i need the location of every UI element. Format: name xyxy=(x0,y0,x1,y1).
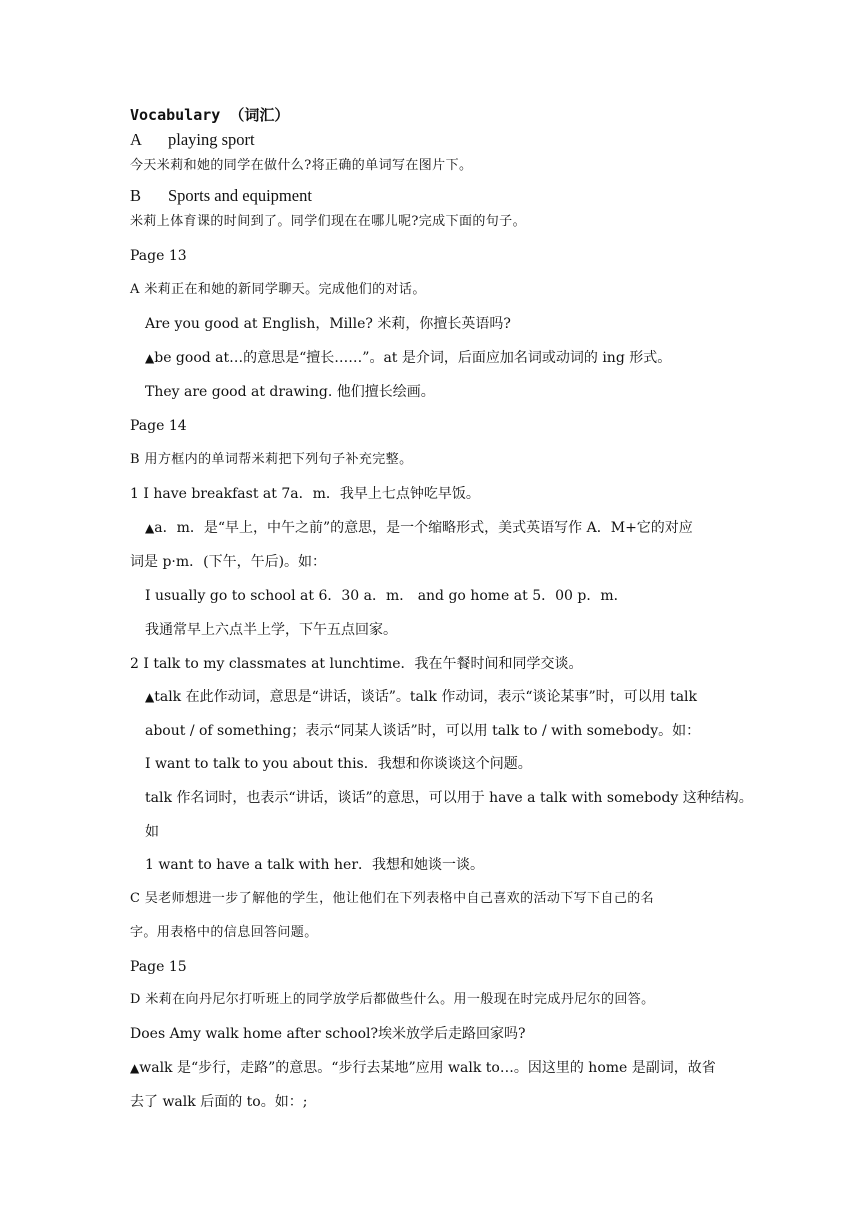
page-14-note-2c: talk 作名词时，也表示“讲话，谈话”的意思，可以用于 have a talk with somebody 这种结构。 xyxy=(145,790,753,806)
section-b-instruction: 米莉上体育课的时间到了。同学们现在在哪儿呢?完成下面的句子。 xyxy=(130,214,526,229)
page-14-note-2a xyxy=(145,688,697,706)
page-15-question: Does Amy walk home after school?埃米放学后走路回家吗? xyxy=(130,1026,526,1042)
triangle-bullet-icon: ▲ xyxy=(145,351,155,365)
page-14-item-1: 1 I have breakfast at 7a．m．我早上七点钟吃早饭。 xyxy=(130,486,480,502)
triangle-bullet-icon: ▲ xyxy=(145,521,155,535)
page-14-item-2: 2 I talk to my classmates at lunchtime．我在午餐时间和同学交谈。 xyxy=(130,656,583,672)
note-text: walk 是“步行，走路”的意思。“步行去某地”应用 walk to…。因这里的 home 是副词，故省 xyxy=(139,1060,716,1076)
note-text: talk 在此作动词，意思是“讲话，谈话”。talk 作动词，表示“谈论某事”时，可以用 talk xyxy=(154,689,698,705)
page-14-heading: Page 14 xyxy=(130,418,187,434)
note-text: be good at…的意思是“擅长……”。at 是介词，后面应加名词或动词的 ing 形式。 xyxy=(154,350,672,366)
page-14-example-2: I want to talk to you about this．我想和你谈谈这个问题。 xyxy=(145,756,532,772)
vocabulary-heading: Vocabulary （词汇） xyxy=(130,106,290,124)
page-14-exercise-c-line-1: C 吴老师想进一步了解他的学生，他让他们在下列表格中自己喜欢的活动下写下自己的名 xyxy=(130,891,655,906)
page-14-exercise-b: B 用方框内的单词帮米莉把下列句子补充完整。 xyxy=(130,452,413,467)
section-b-label: B xyxy=(130,186,142,205)
page-15-heading: Page 15 xyxy=(130,959,187,975)
section-a-heading xyxy=(130,131,255,149)
section-a-instruction: 今天米莉和她的同学在做什么?将正确的单词写在图片下。 xyxy=(130,158,473,173)
page-14-example-1-translation: 我通常早上六点半上学，下午五点回家。 xyxy=(145,622,397,638)
section-b-title: Sports and equipment xyxy=(168,186,312,205)
page-14-note-2b: about / of something；表示“同某人谈话”时，可以用 talk to / with somebody。如： xyxy=(145,723,701,739)
page-14-example-1: I usually go to school at 6．30 a．m． and go home at 5．00 p．m． xyxy=(145,588,628,604)
page-14-note-1b: 词是 p·m．(下午，午后)。如： xyxy=(130,554,327,570)
page-15-note-1 xyxy=(130,1059,716,1077)
page-13-example-2: They are good at drawing. 他们擅长绘画。 xyxy=(145,384,435,400)
section-a-title: playing sport xyxy=(168,130,255,149)
page-13-example-1: Are you good at English，Mille? 米莉，你擅长英语吗? xyxy=(145,316,511,332)
triangle-bullet-icon: ▲ xyxy=(130,1061,140,1075)
page-13-note xyxy=(145,349,671,367)
note-text: a．m．是“早上，中午之前”的意思，是一个缩略形式，美式英语写作 A．M+它的对应 xyxy=(154,520,693,536)
page-14-note-1a xyxy=(145,519,693,537)
triangle-bullet-icon: ▲ xyxy=(145,690,155,704)
section-a-label: A xyxy=(130,130,142,149)
page-14-example-3: 1 want to have a talk with her．我想和她谈一谈。 xyxy=(145,857,485,873)
page-15-note-2: 去了 walk 后面的 to。如：; xyxy=(130,1094,308,1110)
page-13-heading: Page 13 xyxy=(130,248,187,264)
page-15-exercise-d: D 米莉在向丹尼尔打听班上的同学放学后都做些什么。用一般现在时完成丹尼尔的回答。 xyxy=(130,992,655,1007)
page-13-exercise-a: A 米莉正在和她的新同学聊天。完成他们的对话。 xyxy=(130,282,426,297)
section-b-heading xyxy=(130,187,312,205)
page-14-note-2d: 如 xyxy=(145,824,159,840)
page-14-exercise-c-line-2: 字。用表格中的信息回答问题。 xyxy=(130,925,318,940)
